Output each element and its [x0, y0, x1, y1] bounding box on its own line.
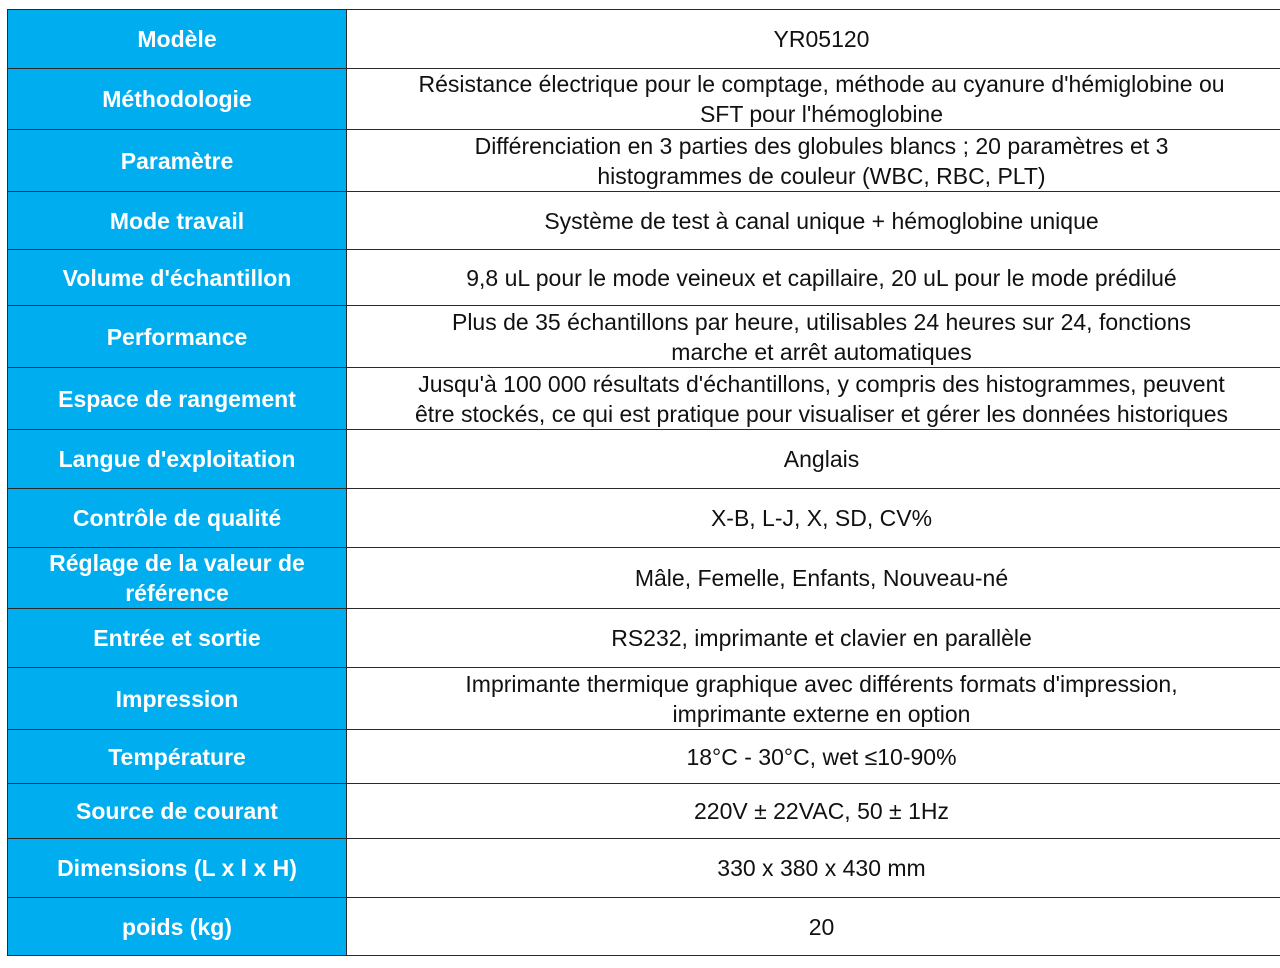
spec-value-line: X-B, L-J, X, SD, CV%	[710, 505, 933, 531]
spec-value-storage	[347, 368, 1280, 430]
spec-row-temperature	[8, 730, 1280, 784]
spec-value-line: Imprimante thermique graphique avec différents formats d'impression,	[465, 670, 1178, 697]
spec-value-line: YR05120	[773, 26, 870, 52]
spec-row-methodology	[8, 69, 1280, 130]
spec-label-sample-volume: Volume d'échantillon	[8, 250, 347, 306]
spec-value-model	[347, 10, 1280, 69]
spec-value-printing	[347, 668, 1280, 730]
spec-label-power-source: Source de courant	[8, 784, 347, 839]
spec-value-dimensions	[347, 839, 1280, 898]
spec-value-line: RS232, imprimante et clavier en parallèle	[611, 625, 1032, 651]
spec-value-line: 20	[808, 913, 835, 940]
spec-value-line: Mâle, Femelle, Enfants, Nouveau-né	[634, 565, 1009, 591]
spec-row-sample-volume	[8, 250, 1280, 306]
spec-label-reference-setting: Réglage de la valeur de référence	[8, 548, 347, 609]
spec-label-model: Modèle	[8, 10, 347, 69]
spec-label-input-output: Entrée et sortie	[8, 609, 347, 668]
spec-label-language: Langue d'exploitation	[8, 430, 347, 489]
spec-value-line: SFT pour l'hémoglobine	[699, 101, 944, 127]
spec-label-performance: Performance	[8, 306, 347, 368]
specification-table	[7, 9, 1280, 956]
spec-row-quality-control	[8, 489, 1280, 548]
spec-row-model	[8, 10, 1280, 69]
spec-value-weight	[347, 898, 1280, 956]
spec-label-printing: Impression	[8, 668, 347, 730]
spec-row-performance	[8, 306, 1280, 368]
spec-value-sample-volume	[347, 250, 1280, 306]
spec-value-line: 220V ± 22VAC, 50 ± 1Hz	[694, 798, 949, 824]
spec-value-line: Système de test à canal unique + hémoglobine unique	[544, 207, 1099, 234]
spec-label-parameter: Paramètre	[8, 130, 347, 192]
spec-value-quality-control	[347, 489, 1280, 548]
spec-value-temperature	[347, 730, 1280, 784]
spec-row-printing	[8, 668, 1280, 730]
spec-value-power-source	[347, 784, 1280, 839]
spec-row-input-output	[8, 609, 1280, 668]
spec-row-dimensions	[8, 839, 1280, 898]
spec-value-line: histogrammes de couleur (WBC, RBC, PLT)	[597, 162, 1046, 189]
spec-value-line: imprimante externe en option	[672, 700, 971, 727]
spec-value-performance	[347, 306, 1280, 368]
spec-value-parameter	[347, 130, 1280, 192]
spec-value-line: marche et arrêt automatiques	[671, 338, 972, 365]
spec-row-weight	[8, 898, 1280, 956]
spec-row-work-mode	[8, 192, 1280, 250]
spec-row-storage	[8, 368, 1280, 430]
spec-row-reference-setting	[8, 548, 1280, 609]
spec-row-parameter	[8, 130, 1280, 192]
spec-row-power-source	[8, 784, 1280, 839]
spec-value-language	[347, 430, 1280, 489]
spec-row-language	[8, 430, 1280, 489]
spec-value-line: Jusqu'à 100 000 résultats d'échantillons, y compris des histogrammes, peuvent	[418, 370, 1225, 397]
spec-label-methodology: Méthodologie	[8, 69, 347, 130]
spec-label-temperature: Température	[8, 730, 347, 784]
spec-label-weight: poids (kg)	[8, 898, 347, 956]
spec-label-dimensions: Dimensions (L x l x H)	[8, 839, 347, 898]
spec-value-reference-setting	[347, 548, 1280, 609]
spec-value-line: 9,8 uL pour le mode veineux et capillaire, 20 uL pour le mode prédilué	[466, 264, 1177, 291]
specification-table-body	[8, 10, 1280, 956]
spec-label-storage: Espace de rangement	[8, 368, 347, 430]
spec-value-line: Plus de 35 échantillons par heure, utilisables 24 heures sur 24, fonctions	[451, 308, 1191, 335]
spec-value-line: 330 x 380 x 430 mm	[717, 855, 926, 881]
spec-label-work-mode: Mode travail	[8, 192, 347, 250]
spec-value-line: Différenciation en 3 parties des globules blancs ; 20 paramètres et 3	[474, 132, 1169, 159]
spec-value-line: être stockés, ce qui est pratique pour visualiser et gérer les données historiques	[414, 400, 1229, 427]
spec-label-quality-control: Contrôle de qualité	[8, 489, 347, 548]
spec-value-line: Anglais	[783, 446, 860, 472]
spec-value-line: 18°C - 30°C, wet ≤10-90%	[686, 743, 957, 770]
spec-value-work-mode	[347, 192, 1280, 250]
spec-value-methodology	[347, 69, 1280, 130]
spec-value-line: Résistance électrique pour le comptage, méthode au cyanure d'hémiglobine ou	[418, 71, 1225, 97]
spec-value-input-output	[347, 609, 1280, 668]
